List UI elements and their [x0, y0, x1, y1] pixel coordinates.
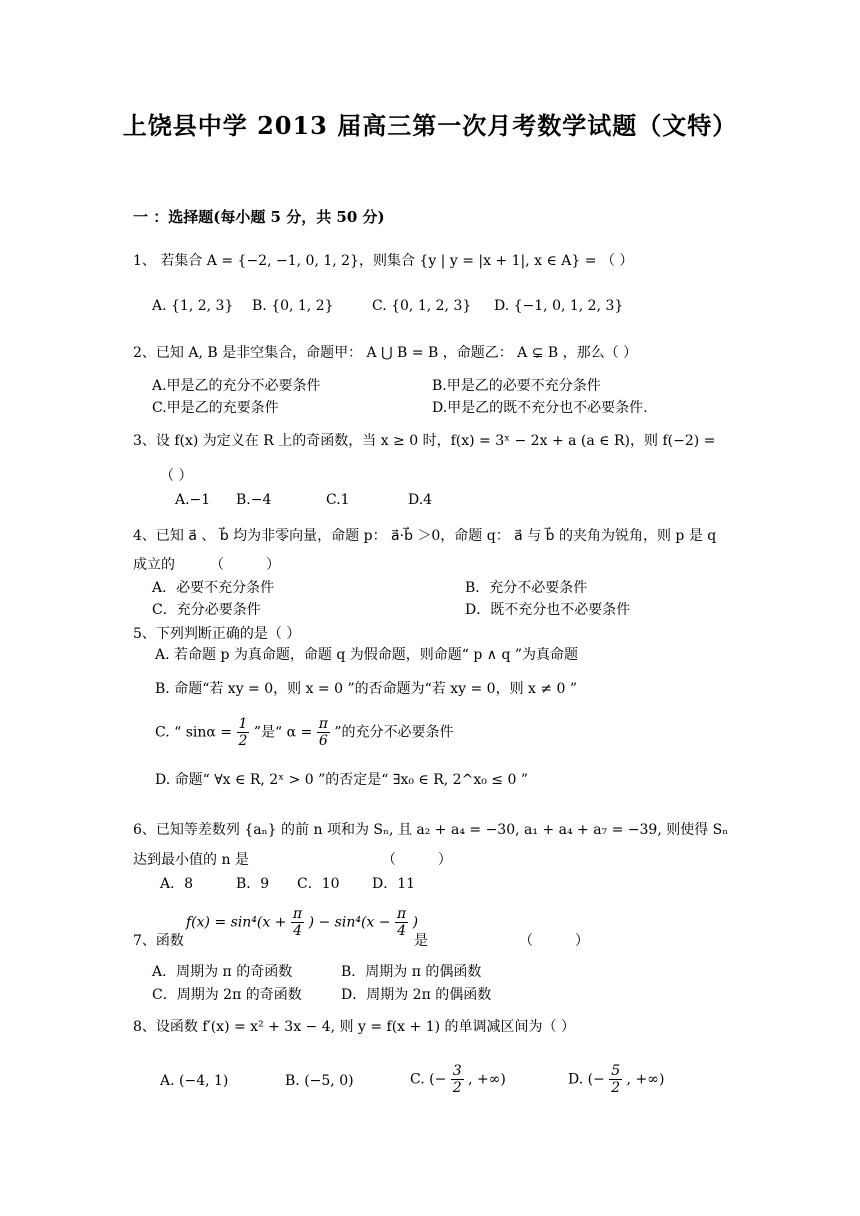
question-3-stem: 3、设 f(x) 为定义在 R 上的奇函数，当 x ≥ 0 时，f(x) = 3ˣ − 2x + a (a ∈ R)，则 f(−2) =	[133, 433, 716, 449]
q3-option-d: D.4	[408, 492, 433, 508]
section-heading: 一 ：选择题(每小题 5 分，共 50 分)	[133, 208, 385, 226]
question-7-tail: 是 （ ）	[414, 933, 589, 949]
q4-option-d: D．既不充分也不必要条件	[465, 602, 631, 618]
question-1-stem: 1、 若集合 A = {−2, −1, 0, 1, 2}，则集合 {y | y = |x + 1|, x ∈ A} = （ ）	[133, 253, 634, 269]
q2-option-c: C.甲是乙的充要条件	[152, 400, 279, 416]
question-5-stem: 5、下列判断正确的是（ ）	[133, 626, 301, 642]
q7-option-d: D．周期为 2π 的偶函数	[341, 987, 492, 1003]
frac-den: 2	[238, 733, 248, 750]
q6-option-d: D．11	[372, 876, 416, 892]
q5-c-text-1: C. “ sinα =	[155, 724, 233, 741]
q3-option-a: A.−1	[175, 492, 211, 508]
q8-option-c	[410, 1063, 506, 1096]
q3-option-b: B.−4	[236, 492, 272, 508]
question-4-stem-cont: 成立的 （ ）	[133, 557, 280, 573]
q7-option-c: C．周期为 2π 的奇函数	[152, 987, 302, 1003]
question-6-stem: 6、已知等差数列 {aₙ} 的前 n 项和为 Sₙ, 且 a₂ + a₄ = −30, a₁ + a₄ + a₇ = −39, 则使得 Sₙ	[133, 822, 729, 838]
q6-option-a: A．8	[160, 876, 194, 892]
fraction-pi-sixth	[317, 716, 330, 749]
q8-option-a: A. (−4, 1)	[160, 1073, 229, 1089]
frac-den: 6	[318, 733, 328, 750]
frac-den: 4	[397, 923, 407, 940]
q8-option-d	[568, 1063, 664, 1096]
q1-option-d: D. {−1, 0, 1, 2, 3}	[494, 298, 624, 314]
q3-answer-paren: （ ）	[160, 468, 193, 484]
frac-num: 3	[452, 1063, 462, 1079]
q8-c-text-1: C. (−	[410, 1071, 447, 1088]
frac-num: π	[396, 906, 407, 922]
q7-formula-part-3: )	[412, 914, 419, 931]
q5-option-d: D. 命题“ ∀x ∈ R, 2ˣ > 0 ”的否定是“ ∃x₀ ∈ R, 2^x₀ ≤ 0 ”	[155, 772, 528, 788]
frac-num: π	[318, 716, 328, 732]
question-8-stem: 8、设函数 f′(x) = x² + 3x − 4, 则 y = f(x + 1) 的单调减区间为（ ）	[133, 1019, 575, 1035]
q3-option-c: C.1	[326, 492, 350, 508]
q5-option-b: B. 命题“若 xy = 0，则 x = 0 ”的否命题为“若 xy = 0，则 x ≠ 0 ”	[155, 681, 578, 697]
q6-option-b: B．9	[236, 876, 270, 892]
page-title: 上饶县中学 2013 届高三第一次月考数学试题（文特）	[122, 111, 738, 140]
q7-option-b: B．周期为 π 的偶函数	[341, 964, 482, 980]
frac-num: 5	[611, 1063, 621, 1079]
question-6-stem-cont: 达到最小值的 n 是 （ ）	[133, 852, 452, 868]
q5-option-c	[155, 716, 454, 749]
q8-c-text-2: , +∞)	[468, 1071, 506, 1088]
q5-option-a: A. 若命题 p 为真命题，命题 q 为假命题，则命题“ p ∧ q ”为真命题	[155, 647, 579, 663]
q2-option-b: B.甲是乙的必要不充分条件	[432, 378, 601, 394]
fraction-one-half	[237, 716, 250, 749]
fraction-three-halves	[451, 1063, 464, 1096]
q4-option-a: A．必要不充分条件	[152, 580, 275, 596]
frac-den: 4	[293, 923, 302, 940]
question-4-stem: 4、已知 a⃗ 、 b⃗ 均为非零向量，命题 p： a⃗·b⃗ ＞0，命题 q： a⃗ 与 b⃗ 的夹角为锐角，则 p 是 q	[133, 528, 717, 544]
frac-num: 1	[238, 716, 248, 732]
frac-den: 2	[611, 1080, 621, 1097]
q6-option-c: C．10	[297, 876, 340, 892]
q2-option-d: D.甲是乙的既不充分也不必要条件.	[432, 400, 648, 416]
question-7-label: 7、函数	[133, 933, 184, 949]
q7-formula-part-2: ) − sin⁴(x −	[308, 914, 391, 931]
q7-option-a: A．周期为 π 的奇函数	[152, 964, 293, 980]
q1-option-c: C. {0, 1, 2, 3}	[372, 298, 472, 314]
fraction-pi-quarter-2	[395, 906, 408, 939]
q4-option-b: B．充分不必要条件	[465, 580, 588, 596]
q1-option-b: B. {0, 1, 2}	[252, 298, 334, 314]
q5-c-text-2: ”是“ α =	[253, 724, 313, 741]
q8-d-text-2: , +∞)	[626, 1071, 665, 1088]
question-2-stem: 2、已知 A, B 是非空集合，命题甲： A ⋃ B = B ，命题乙： A ⊊ B ，那么（ ）	[133, 345, 638, 361]
frac-num: π	[292, 906, 303, 922]
q8-d-text-1: D. (−	[568, 1071, 605, 1088]
q5-c-text-3: ”的充分不必要条件	[334, 724, 454, 741]
q8-option-b: B. (−5, 0)	[285, 1073, 354, 1089]
q4-option-c: C．充分必要条件	[152, 602, 261, 618]
fraction-five-halves	[609, 1063, 622, 1096]
fraction-pi-quarter	[291, 906, 304, 939]
q1-option-a: A. {1, 2, 3}	[152, 298, 234, 314]
q2-option-a: A.甲是乙的充分不必要条件	[152, 378, 321, 394]
q7-formula	[186, 906, 418, 939]
frac-den: 2	[452, 1080, 462, 1097]
q7-formula-part-1: f(x) = sin⁴(x +	[186, 914, 287, 931]
